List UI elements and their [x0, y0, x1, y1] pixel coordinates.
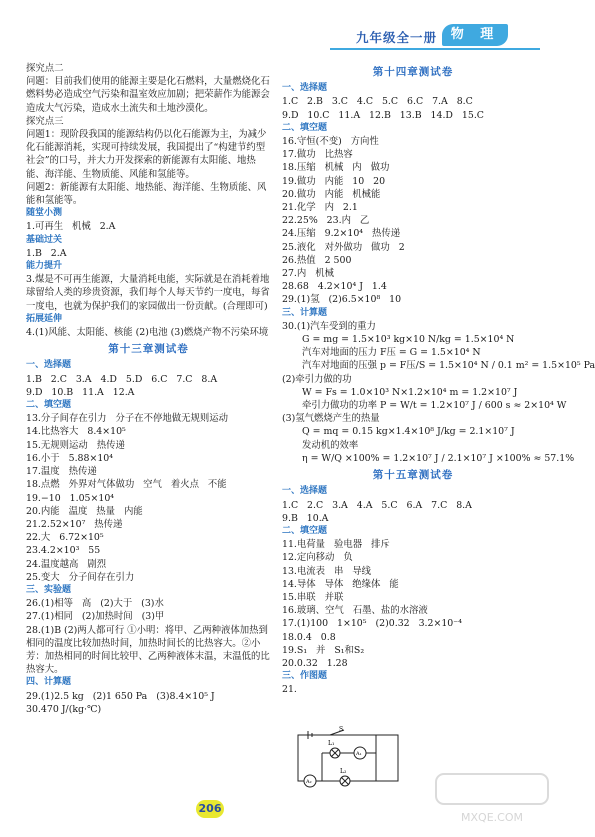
section-heading: 一、选择题: [282, 486, 328, 497]
answer-line: 16.小于 5.88×10⁴: [26, 452, 114, 464]
section-heading: 拓展延伸: [26, 313, 63, 324]
page-header: [330, 22, 540, 48]
lamp2-label: L₂: [340, 768, 347, 775]
answer-line: 17.做功 比热容: [282, 149, 353, 161]
answer-paragraph: 4.(1)风能、太阳能、核能 (2)电池 (3)燃烧产物不污染环境: [26, 327, 269, 339]
answer-line: 16.守恒(不变) 方向性: [282, 136, 379, 148]
section-heading: 四、计算题: [26, 677, 72, 688]
left-column: [26, 62, 271, 716]
answer-line: 1.B 2.C 3.A 4.D 5.D 6.C 7.C 8.A: [26, 373, 218, 385]
section-heading: 一、选择题: [282, 83, 328, 94]
section-heading: 三、实验题: [26, 584, 72, 595]
answer-line: 19.S₁ 并 S₁和S₂: [282, 644, 365, 656]
answer-line: 20.内能 温度 热量 内能: [26, 505, 143, 517]
answer-line: 25.液化 对外做功 做功 2: [282, 241, 405, 253]
answer-line: 21.: [282, 684, 297, 696]
answer-line: 22.25% 23.内 乙: [282, 215, 370, 227]
answer-line: 18.点燃 外界对气体做功 空气 着火点 不能: [26, 479, 227, 491]
solution-step: 汽车对地面的压强 p = F压/S = 1.5×10⁴ N / 0.1 m² = 1.5×10⁵ Pa: [302, 360, 595, 372]
answer-paragraph: 问题：目前我们使用的能源主要是化石燃料，大量燃烧化石燃料势必造成空气污染和温室效应加剧；把荣薪作为能源会造成大气污染，造成水土流失和土地沙漠化。: [26, 76, 270, 114]
answer-line: 14.导体 导体 绝缘体 能: [282, 578, 399, 590]
answer-line: 24.压缩 9.2×10⁴ 热传递: [282, 228, 401, 240]
answer-paragraph: 问题1：现阶段我国的能源结构仍以化石能源为主，为减少化石能源消耗，实现可持续发展，我国提出了“构建节约型社会”的口号，并大力开发探索的新能源有太阳能、地热能、海洋能、生物质能、风能和氢能等。: [26, 129, 267, 180]
solution-step: G = mg = 1.5×10³ kg×10 N/kg = 1.5×10⁴ N: [302, 334, 515, 346]
answer-line: 27.内 机械: [282, 268, 334, 280]
answer-line: 探究点二: [26, 63, 64, 74]
answer-line: 1.C 2.B 3.C 4.C 5.C 6.C 7.A 8.C: [282, 96, 473, 108]
section-heading: 二、填空题: [282, 122, 328, 133]
answer-paragraph: 问题2：新能源有太阳能、地热能、海洋能、生物质能、风能和氢能等。: [26, 181, 267, 207]
solution-step: 发动机的效率: [302, 439, 359, 451]
section-heading: 基础过关: [26, 234, 63, 245]
answer-line: 16.玻璃、空气 石墨、盐的水溶液: [282, 605, 428, 617]
header-divider: [330, 48, 540, 50]
answer-line: 17.(1)100 1×10⁵ (2)0.32 3.2×10⁻⁴: [282, 618, 462, 630]
answer-line: 9.D 10.B 11.A 12.A: [26, 386, 135, 398]
answer-line: 18.压缩 机械 内 做功: [282, 162, 390, 174]
section-heading: 二、填空题: [26, 400, 72, 411]
answer-paragraph: 3.煤是不可再生能源，大量消耗电能，实际就是在消耗着地球留给人类的珍贵资源，我们每个人每天节约一度电，每省一度电，也就为保护我们的家园做出一份贡献。(合理即可): [26, 274, 270, 312]
chapter-test-title: 第十三章测试卷: [108, 343, 189, 356]
answer-line: 29.(1)2.5 kg (2)1 650 Pa (3)8.4×10⁵ J: [26, 690, 215, 702]
answer-line: 探究点三: [26, 115, 64, 127]
answer-line: 22.大 6.72×10⁵: [26, 532, 104, 544]
answer-line: 13.分子间存在引力 分子在不停地做无规则运动: [26, 413, 228, 425]
answer-line: 11.电荷量 验电器 排斥: [282, 539, 390, 551]
solution-step: W = Fs = 1.0×10³ N×1.2×10⁴ m = 1.2×10⁷ J: [302, 386, 518, 398]
watermark-text: MXQE.COM: [461, 811, 523, 824]
answer-line: 19.−10 1.05×10⁴: [26, 492, 115, 504]
answer-line: 12.定向移动 负: [282, 552, 353, 564]
answer-line: 23.4.2×10³ 55: [26, 545, 101, 557]
section-heading: 能力提升: [26, 261, 63, 272]
answer-line: 15.串联 并联: [282, 591, 344, 603]
answer-line: 27.(1)相同 (2)加热时间 (3)甲: [26, 611, 165, 623]
lamp1-label: L₁: [328, 740, 335, 747]
answer-line: 20.做功 内能 机械能: [282, 188, 381, 200]
answer-line: 26.(1)相等 高 (2)大于 (3)水: [26, 598, 164, 610]
answer-line: 15.无规则运动 热传递: [26, 439, 125, 451]
watermark-logo: [432, 768, 552, 828]
answer-line: 19.做功 内能 10 20: [282, 175, 386, 187]
right-column: [282, 62, 595, 697]
answer-line: 1.B 2.A: [26, 247, 67, 259]
solution-step: 汽车对地面的压力 F压 = G = 1.5×10⁴ N: [302, 347, 481, 359]
answer-line: 1.可再生 机械 2.A: [26, 221, 116, 233]
ammeter1-label: A₁: [356, 751, 362, 757]
chapter-test-title: 第十四章测试卷: [372, 66, 454, 78]
section-heading: 随堂小测: [26, 208, 63, 219]
subject-badge: 物 理: [442, 24, 508, 46]
answer-line: 20.0.32 1.28: [282, 657, 348, 669]
ammeter2-label: A₂: [306, 779, 312, 785]
answer-line: (2)牵引力做的功: [282, 373, 352, 385]
answer-line: 17.温度 热传递: [26, 466, 97, 478]
answer-line: 18.0.4 0.8: [282, 631, 336, 643]
answer-line: 13.电流表 串 导线: [282, 565, 372, 577]
answer-paragraph: 28.(1)B (2)两人都可行 ①小明：将甲、乙两种液体加热到相同的温度比较加热时间，加热时间长的比热容大。②小芳：加热相同的时间比较甲、乙两种液体末温，末温低的比热容大。: [26, 624, 270, 676]
answer-line: 29.(1)氢 (2)6.5×10⁸ 10: [282, 294, 402, 306]
section-heading: 一、选择题: [26, 360, 72, 371]
grade-label: 九年级全一册: [356, 30, 438, 45]
answer-line: 24.温度越高 剧烈: [26, 558, 107, 570]
switch-label: S: [339, 726, 344, 733]
answer-line: 26.热值 2 500: [282, 254, 352, 266]
chapter-test-title: 第十五章测试卷: [372, 469, 454, 482]
answer-line: 14.比热容大 8.4×10⁵: [26, 426, 126, 438]
answer-line: 21.化学 内 2.1: [282, 202, 358, 214]
section-heading: 三、计算题: [282, 307, 328, 318]
answer-line: 9.B 10.A: [282, 512, 329, 524]
section-heading: 三、作图题: [282, 671, 328, 682]
answer-line: 21.2.52×10⁷ 热传递: [26, 518, 123, 530]
solution-step: η = W/Q ×100% = 1.2×10⁷ J / 2.1×10⁷ J ×100% ≈ 57.1%: [302, 452, 575, 464]
solution-step: Q = mq = 0.15 kg×1.4×10⁸ J/kg = 2.1×10⁷ J: [302, 426, 515, 438]
circuit-diagram: [290, 727, 410, 789]
answer-line: 25.变大 分子间存在引力: [26, 571, 135, 583]
answer-line: 9.D 10.C 11.A 12.B 13.B 14.D 15.C: [282, 109, 484, 121]
answer-line: (3)氢气燃烧产生的热量: [282, 413, 380, 425]
answer-line: 1.C 2.C 3.A 4.A 5.C 6.A 7.C 8.A: [282, 499, 472, 511]
answer-line: 30.(1)汽车受到的重力: [282, 320, 376, 332]
section-heading: 二、填空题: [282, 525, 328, 536]
answer-line: 30.470 J/(kg·℃): [26, 703, 102, 715]
answer-line: 28.68 4.2×10⁴ J 1.4: [282, 281, 387, 293]
page-number: 206: [196, 800, 224, 818]
solution-step: 牵引力做功的功率 P = W/t = 1.2×10⁷ J / 600 s ≈ 2×10⁴ W: [302, 400, 567, 412]
